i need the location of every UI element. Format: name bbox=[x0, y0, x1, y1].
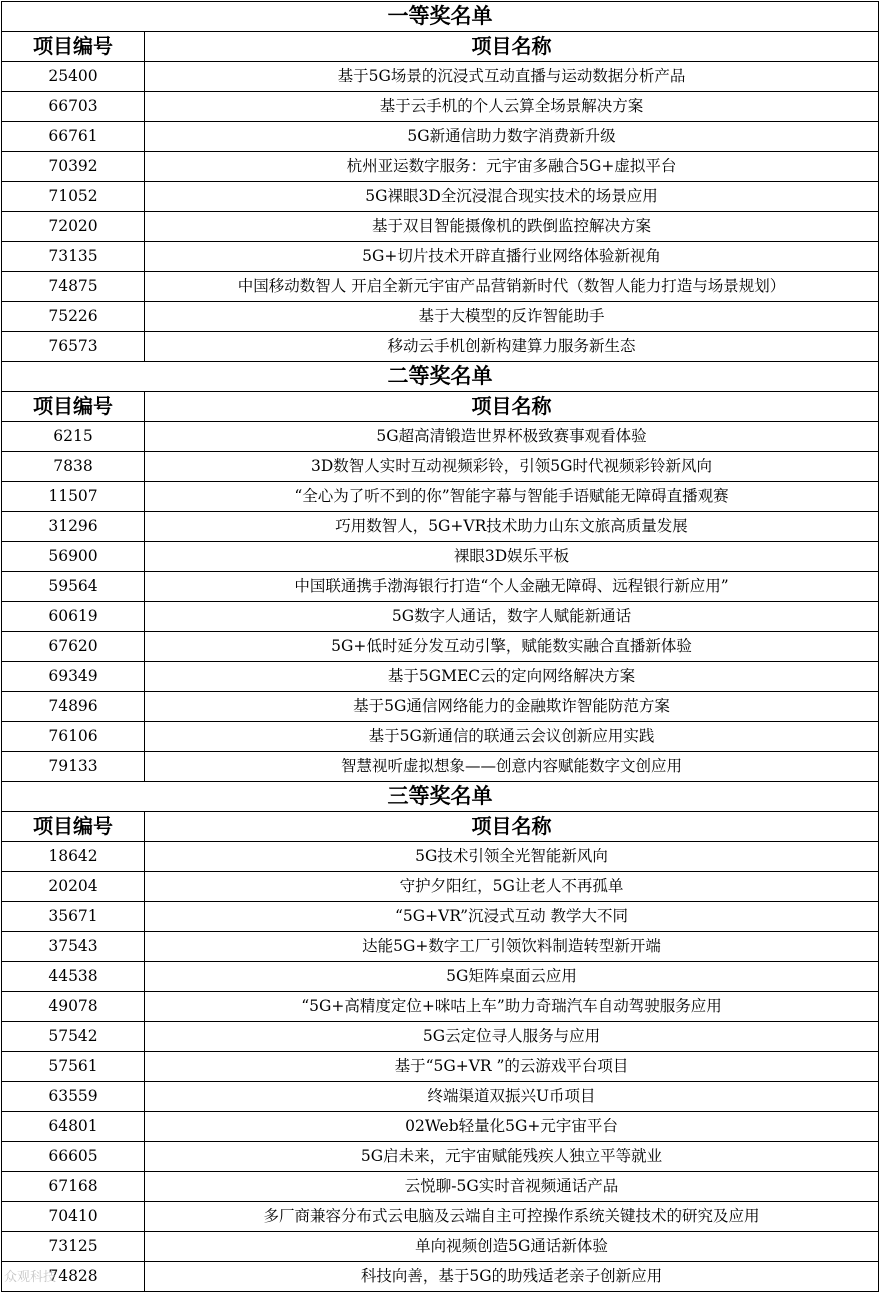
project-id-cell: 57542 bbox=[2, 1022, 145, 1051]
project-id-cell: 76106 bbox=[2, 722, 145, 751]
section-title: 一等奖名单 bbox=[1, 1, 879, 32]
project-id-cell: 63559 bbox=[2, 1082, 145, 1111]
project-id-cell: 11507 bbox=[2, 482, 145, 511]
table-row bbox=[1, 542, 879, 572]
project-name-cell: 02Web轻量化5G+元宇宙平台 bbox=[405, 1117, 618, 1135]
table-row bbox=[1, 632, 879, 662]
project-id-cell: 67620 bbox=[2, 632, 145, 661]
project-id-cell: 66703 bbox=[2, 92, 145, 121]
table-row bbox=[1, 602, 879, 632]
project-name-cell: 基于大模型的反诈智能助手 bbox=[418, 307, 605, 325]
table-row bbox=[1, 302, 879, 332]
table-header-row bbox=[1, 812, 879, 842]
project-name-cell: 智慧视听虚拟想象——创意内容赋能数字文创应用 bbox=[340, 757, 682, 775]
section-title: 三等奖名单 bbox=[1, 782, 879, 812]
project-id-cell: 44538 bbox=[2, 962, 145, 991]
project-name-cell: 5G+低时延分发互动引擎，赋能数实融合直播新体验 bbox=[331, 637, 692, 655]
project-id-cell: 49078 bbox=[2, 992, 145, 1021]
table-row bbox=[1, 1172, 879, 1202]
project-name-cell: 3D数智人实时互动视频彩铃，引领5G时代视频彩铃新风向 bbox=[310, 457, 713, 475]
project-id-cell: 74828 bbox=[2, 1262, 145, 1291]
project-id-cell: 74875 bbox=[2, 272, 145, 301]
project-id-cell: 7838 bbox=[2, 452, 145, 481]
project-id-cell: 64801 bbox=[2, 1112, 145, 1141]
project-id-cell: 56900 bbox=[2, 542, 145, 571]
table-row bbox=[1, 122, 879, 152]
table-row bbox=[1, 182, 879, 212]
project-name-cell: 5G数字人通话，数字人赋能新通话 bbox=[391, 607, 632, 625]
section-title: 二等奖名单 bbox=[1, 362, 879, 392]
project-id-cell: 76573 bbox=[2, 332, 145, 361]
column-header-name: 项目名称 bbox=[471, 394, 552, 418]
project-name-cell: 5G启未来，元宇宙赋能残疾人独立平等就业 bbox=[360, 1147, 663, 1165]
project-id-cell: 70410 bbox=[2, 1202, 145, 1231]
table-row bbox=[1, 752, 879, 782]
project-name-cell: 多厂商兼容分布式云电脑及云端自主可控操作系统关键技术的研究及应用 bbox=[263, 1207, 760, 1225]
project-id-cell: 79133 bbox=[2, 752, 145, 781]
table-row bbox=[1, 992, 879, 1022]
table-row bbox=[1, 962, 879, 992]
table-row bbox=[1, 1262, 879, 1292]
project-name-cell: “5G+高精度定位+咪咕上车”助力奇瑞汽车自动驾驶服务应用 bbox=[301, 997, 722, 1015]
column-header-id: 项目编号 bbox=[2, 812, 145, 841]
project-id-cell: 72020 bbox=[2, 212, 145, 241]
project-name-cell: 5G新通信助力数字消费新升级 bbox=[407, 127, 616, 145]
project-name-cell: 基于“5G+VR ”的云游戏平台项目 bbox=[394, 1057, 629, 1075]
table-row bbox=[1, 92, 879, 122]
project-id-cell: 57561 bbox=[2, 1052, 145, 1081]
project-name-cell: “全心为了听不到的你”智能字幕与智能手语赋能无障碍直播观赛 bbox=[294, 487, 729, 505]
table-row bbox=[1, 152, 879, 182]
project-name-cell: 科技向善，基于5G的助残适老亲子创新应用 bbox=[360, 1267, 663, 1285]
project-name-cell: 基于双目智能摄像机的跌倒监控解决方案 bbox=[371, 217, 651, 235]
project-name-cell: 5G技术引领全光智能新风向 bbox=[415, 847, 608, 865]
table-row bbox=[1, 512, 879, 542]
project-name-cell: “5G+VR”沉浸式互动 教学大不同 bbox=[394, 907, 629, 925]
table-row bbox=[1, 1112, 879, 1142]
project-id-cell: 73125 bbox=[2, 1232, 145, 1261]
table-row bbox=[1, 62, 879, 92]
project-name-cell: 中国联通携手渤海银行打造“个人金融无障碍、远程银行新应用” bbox=[294, 577, 729, 595]
table-row bbox=[1, 932, 879, 962]
project-name-cell: 杭州亚运数字服务：元宇宙多融合5G+虚拟平台 bbox=[346, 157, 677, 175]
project-id-cell: 20204 bbox=[2, 872, 145, 901]
project-name-cell: 基于5G通信网络能力的金融欺诈智能防范方案 bbox=[353, 697, 670, 715]
project-id-cell: 67168 bbox=[2, 1172, 145, 1201]
table-header-row bbox=[1, 32, 879, 62]
table-row bbox=[1, 1022, 879, 1052]
table-row bbox=[1, 1052, 879, 1082]
table-row bbox=[1, 482, 879, 512]
table-row bbox=[1, 902, 879, 932]
project-name-cell: 5G超高清锻造世界杯极致赛事观看体验 bbox=[376, 427, 647, 445]
project-name-cell: 单向视频创造5G通话新体验 bbox=[415, 1237, 608, 1255]
project-id-cell: 66761 bbox=[2, 122, 145, 151]
project-id-cell: 60619 bbox=[2, 602, 145, 631]
table-row bbox=[1, 872, 879, 902]
project-id-cell: 71052 bbox=[2, 182, 145, 211]
table-row bbox=[1, 452, 879, 482]
table-row bbox=[1, 1202, 879, 1232]
project-id-cell: 25400 bbox=[2, 62, 145, 91]
project-id-cell: 6215 bbox=[2, 422, 145, 451]
column-header-name: 项目名称 bbox=[471, 34, 552, 58]
table-row bbox=[1, 722, 879, 752]
project-name-cell: 守护夕阳红，5G让老人不再孤单 bbox=[399, 877, 624, 895]
project-id-cell: 35671 bbox=[2, 902, 145, 931]
project-id-cell: 70392 bbox=[2, 152, 145, 181]
table-row bbox=[1, 422, 879, 452]
project-name-cell: 5G裸眼3D全沉浸混合现实技术的场景应用 bbox=[365, 187, 658, 205]
table-header-row bbox=[1, 392, 879, 422]
project-name-cell: 达能5G+数字工厂引领饮料制造转型新开端 bbox=[362, 937, 661, 955]
column-header-id: 项目编号 bbox=[2, 32, 145, 61]
project-id-cell: 73135 bbox=[2, 242, 145, 271]
table-row bbox=[1, 572, 879, 602]
project-id-cell: 18642 bbox=[2, 842, 145, 871]
table-row bbox=[1, 1232, 879, 1262]
table-row bbox=[1, 1082, 879, 1112]
project-name-cell: 5G云定位寻人服务与应用 bbox=[422, 1027, 601, 1045]
column-header-id: 项目编号 bbox=[2, 392, 145, 421]
project-name-cell: 基于5G新通信的联通云会议创新应用实践 bbox=[368, 727, 655, 745]
project-id-cell: 74896 bbox=[2, 692, 145, 721]
column-header-name: 项目名称 bbox=[471, 814, 552, 838]
project-id-cell: 69349 bbox=[2, 662, 145, 691]
watermark: 众观科技 bbox=[4, 1270, 57, 1285]
project-name-cell: 5G+切片技术开辟直播行业网络体验新视角 bbox=[362, 247, 661, 265]
project-name-cell: 5G矩阵桌面云应用 bbox=[446, 967, 577, 985]
project-name-cell: 移动云手机创新构建算力服务新生态 bbox=[387, 337, 636, 355]
project-name-cell: 基于5GMEC云的定向网络解决方案 bbox=[387, 667, 636, 685]
table-row bbox=[1, 242, 879, 272]
table-row bbox=[1, 1142, 879, 1172]
table-row bbox=[1, 692, 879, 722]
table-row bbox=[1, 212, 879, 242]
project-name-cell: 中国移动数智人 开启全新元宇宙产品营销新时代（数智人能力打造与场景规划） bbox=[237, 277, 786, 295]
table-row bbox=[1, 272, 879, 302]
project-id-cell: 66605 bbox=[2, 1142, 145, 1171]
award-list-table bbox=[1, 1, 879, 1292]
project-name-cell: 云悦聊-5G实时音视频通话产品 bbox=[404, 1177, 619, 1195]
table-row bbox=[1, 332, 879, 362]
project-id-cell: 75226 bbox=[2, 302, 145, 331]
project-id-cell: 59564 bbox=[2, 572, 145, 601]
project-name-cell: 基于云手机的个人云算全场景解决方案 bbox=[379, 97, 644, 115]
project-name-cell: 巧用数智人，5G+VR技术助力山东文旅高质量发展 bbox=[335, 517, 688, 535]
project-name-cell: 基于5G场景的沉浸式互动直播与运动数据分析产品 bbox=[337, 67, 686, 85]
project-name-cell: 裸眼3D娱乐平板 bbox=[453, 547, 570, 565]
project-id-cell: 31296 bbox=[2, 512, 145, 541]
table-row bbox=[1, 662, 879, 692]
table-row bbox=[1, 842, 879, 872]
project-name-cell: 终端渠道双振兴U币项目 bbox=[427, 1087, 596, 1105]
project-id-cell: 37543 bbox=[2, 932, 145, 961]
